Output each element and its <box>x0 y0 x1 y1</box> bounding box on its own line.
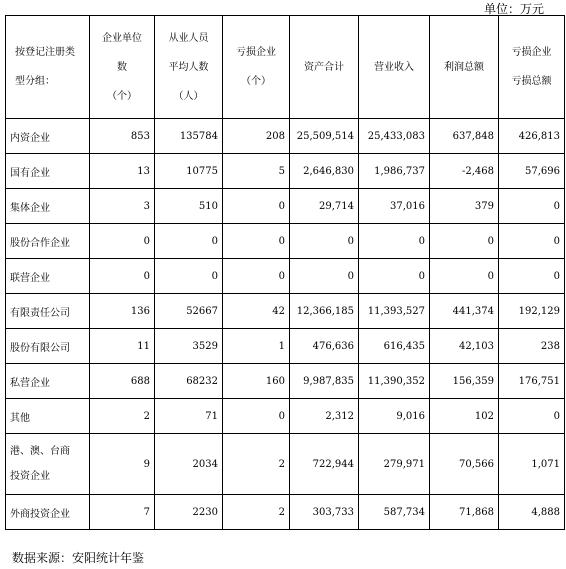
cell-assets: 2,312 <box>290 399 359 434</box>
cell-employees: 68232 <box>155 364 223 399</box>
table-row <box>6 294 565 329</box>
cell-profit: 156,359 <box>430 364 499 399</box>
cell-loss-amount: 0 <box>499 399 565 434</box>
row-category-name: 有限责任公司 <box>6 294 90 329</box>
cell-revenue: 25,433,083 <box>359 119 430 154</box>
table-row <box>6 434 565 495</box>
row-category-name: 股份合作企业 <box>6 224 90 259</box>
cell-loss-amount: 0 <box>499 224 565 259</box>
cell-profit: 379 <box>430 189 499 224</box>
cell-profit: 71,868 <box>430 495 499 530</box>
cell-loss-count: 2 <box>223 495 290 530</box>
cell-employees: 0 <box>155 259 223 294</box>
cell-employees: 3529 <box>155 329 223 364</box>
cell-loss-count: 2 <box>223 434 290 495</box>
table-row <box>6 154 565 189</box>
cell-profit: 637,848 <box>430 119 499 154</box>
row-category-name: 联营企业 <box>6 259 90 294</box>
table-row <box>6 119 565 154</box>
cell-loss-count: 160 <box>223 364 290 399</box>
cell-employees: 510 <box>155 189 223 224</box>
cell-assets: 25,509,514 <box>290 119 359 154</box>
cell-revenue: 37,016 <box>359 189 430 224</box>
unit-label: 单位：万元 <box>483 2 544 16</box>
cell-units: 0 <box>90 259 155 294</box>
cell-employees: 52667 <box>155 294 223 329</box>
cell-assets: 0 <box>290 259 359 294</box>
cell-assets: 303,733 <box>290 495 359 530</box>
row-category-name: 其他 <box>6 399 90 434</box>
table-row <box>6 224 565 259</box>
table-row <box>6 189 565 224</box>
cell-loss-amount: 57,696 <box>499 154 565 189</box>
cell-loss-count: 5 <box>223 154 290 189</box>
table-row <box>6 329 565 364</box>
table-row <box>6 259 565 294</box>
cell-employees: 2230 <box>155 495 223 530</box>
cell-profit: 70,566 <box>430 434 499 495</box>
cell-units: 11 <box>90 329 155 364</box>
cell-revenue: 11,393,527 <box>359 294 430 329</box>
cell-assets: 0 <box>290 224 359 259</box>
header-employees: 从业人员 平均人数 （人） <box>155 16 223 119</box>
cell-revenue: 1,986,737 <box>359 154 430 189</box>
cell-units: 13 <box>90 154 155 189</box>
cell-employees: 2034 <box>155 434 223 495</box>
cell-loss-count: 0 <box>223 259 290 294</box>
row-category-name: 集体企业 <box>6 189 90 224</box>
cell-revenue: 279,971 <box>359 434 430 495</box>
row-category-name: 私营企业 <box>6 364 90 399</box>
header-category: 按登记注册类 型分组： <box>6 16 90 119</box>
cell-employees: 10775 <box>155 154 223 189</box>
cell-loss-amount: 426,813 <box>499 119 565 154</box>
statistics-table <box>5 15 565 530</box>
cell-assets: 476,636 <box>290 329 359 364</box>
row-category-name: 港、澳、台商 投资企业 <box>6 434 90 495</box>
header-total-assets: 资产合计 <box>290 16 359 119</box>
header-loss-enterprises: 亏损企业 （个） <box>223 16 290 119</box>
cell-profit: 441,374 <box>430 294 499 329</box>
cell-loss-count: 42 <box>223 294 290 329</box>
cell-revenue: 11,390,352 <box>359 364 430 399</box>
cell-loss-count: 0 <box>223 189 290 224</box>
cell-profit: 0 <box>430 224 499 259</box>
cell-revenue: 0 <box>359 224 430 259</box>
cell-loss-amount: 192,129 <box>499 294 565 329</box>
cell-revenue: 0 <box>359 259 430 294</box>
cell-profit: 0 <box>430 259 499 294</box>
cell-employees: 135784 <box>155 119 223 154</box>
cell-loss-amount: 1,071 <box>499 434 565 495</box>
header-total-profit: 利润总额 <box>430 16 499 119</box>
table-row <box>6 364 565 399</box>
cell-employees: 71 <box>155 399 223 434</box>
cell-assets: 29,714 <box>290 189 359 224</box>
cell-units: 9 <box>90 434 155 495</box>
cell-employees: 0 <box>155 224 223 259</box>
header-loss-amount: 亏损企业 亏损总额 <box>499 16 565 119</box>
row-category-name: 外商投资企业 <box>6 495 90 530</box>
cell-units: 688 <box>90 364 155 399</box>
header-enterprise-units: 企业单位 数 （个） <box>90 16 155 119</box>
cell-profit: 42,103 <box>430 329 499 364</box>
cell-loss-amount: 0 <box>499 259 565 294</box>
cell-loss-count: 0 <box>223 224 290 259</box>
cell-loss-count: 208 <box>223 119 290 154</box>
cell-assets: 2,646,830 <box>290 154 359 189</box>
cell-profit: 102 <box>430 399 499 434</box>
cell-units: 7 <box>90 495 155 530</box>
row-category-name: 国有企业 <box>6 154 90 189</box>
cell-loss-amount: 0 <box>499 189 565 224</box>
header-row <box>6 16 565 119</box>
cell-profit: -2,468 <box>430 154 499 189</box>
cell-units: 3 <box>90 189 155 224</box>
cell-loss-amount: 4,888 <box>499 495 565 530</box>
cell-assets: 9,987,835 <box>290 364 359 399</box>
cell-units: 0 <box>90 224 155 259</box>
cell-revenue: 587,734 <box>359 495 430 530</box>
cell-revenue: 9,016 <box>359 399 430 434</box>
cell-assets: 12,366,185 <box>290 294 359 329</box>
cell-loss-amount: 176,751 <box>499 364 565 399</box>
cell-loss-amount: 238 <box>499 329 565 364</box>
cell-revenue: 616,435 <box>359 329 430 364</box>
cell-loss-count: 1 <box>223 329 290 364</box>
header-revenue: 营业收入 <box>359 16 430 119</box>
cell-units: 2 <box>90 399 155 434</box>
table-row <box>6 399 565 434</box>
cell-loss-count: 0 <box>223 399 290 434</box>
data-source-note: 数据来源：安阳统计年鉴 <box>12 551 145 565</box>
row-category-name: 内资企业 <box>6 119 90 154</box>
cell-units: 136 <box>90 294 155 329</box>
table-row <box>6 495 565 530</box>
cell-units: 853 <box>90 119 155 154</box>
row-category-name: 股份有限公司 <box>6 329 90 364</box>
cell-assets: 722,944 <box>290 434 359 495</box>
